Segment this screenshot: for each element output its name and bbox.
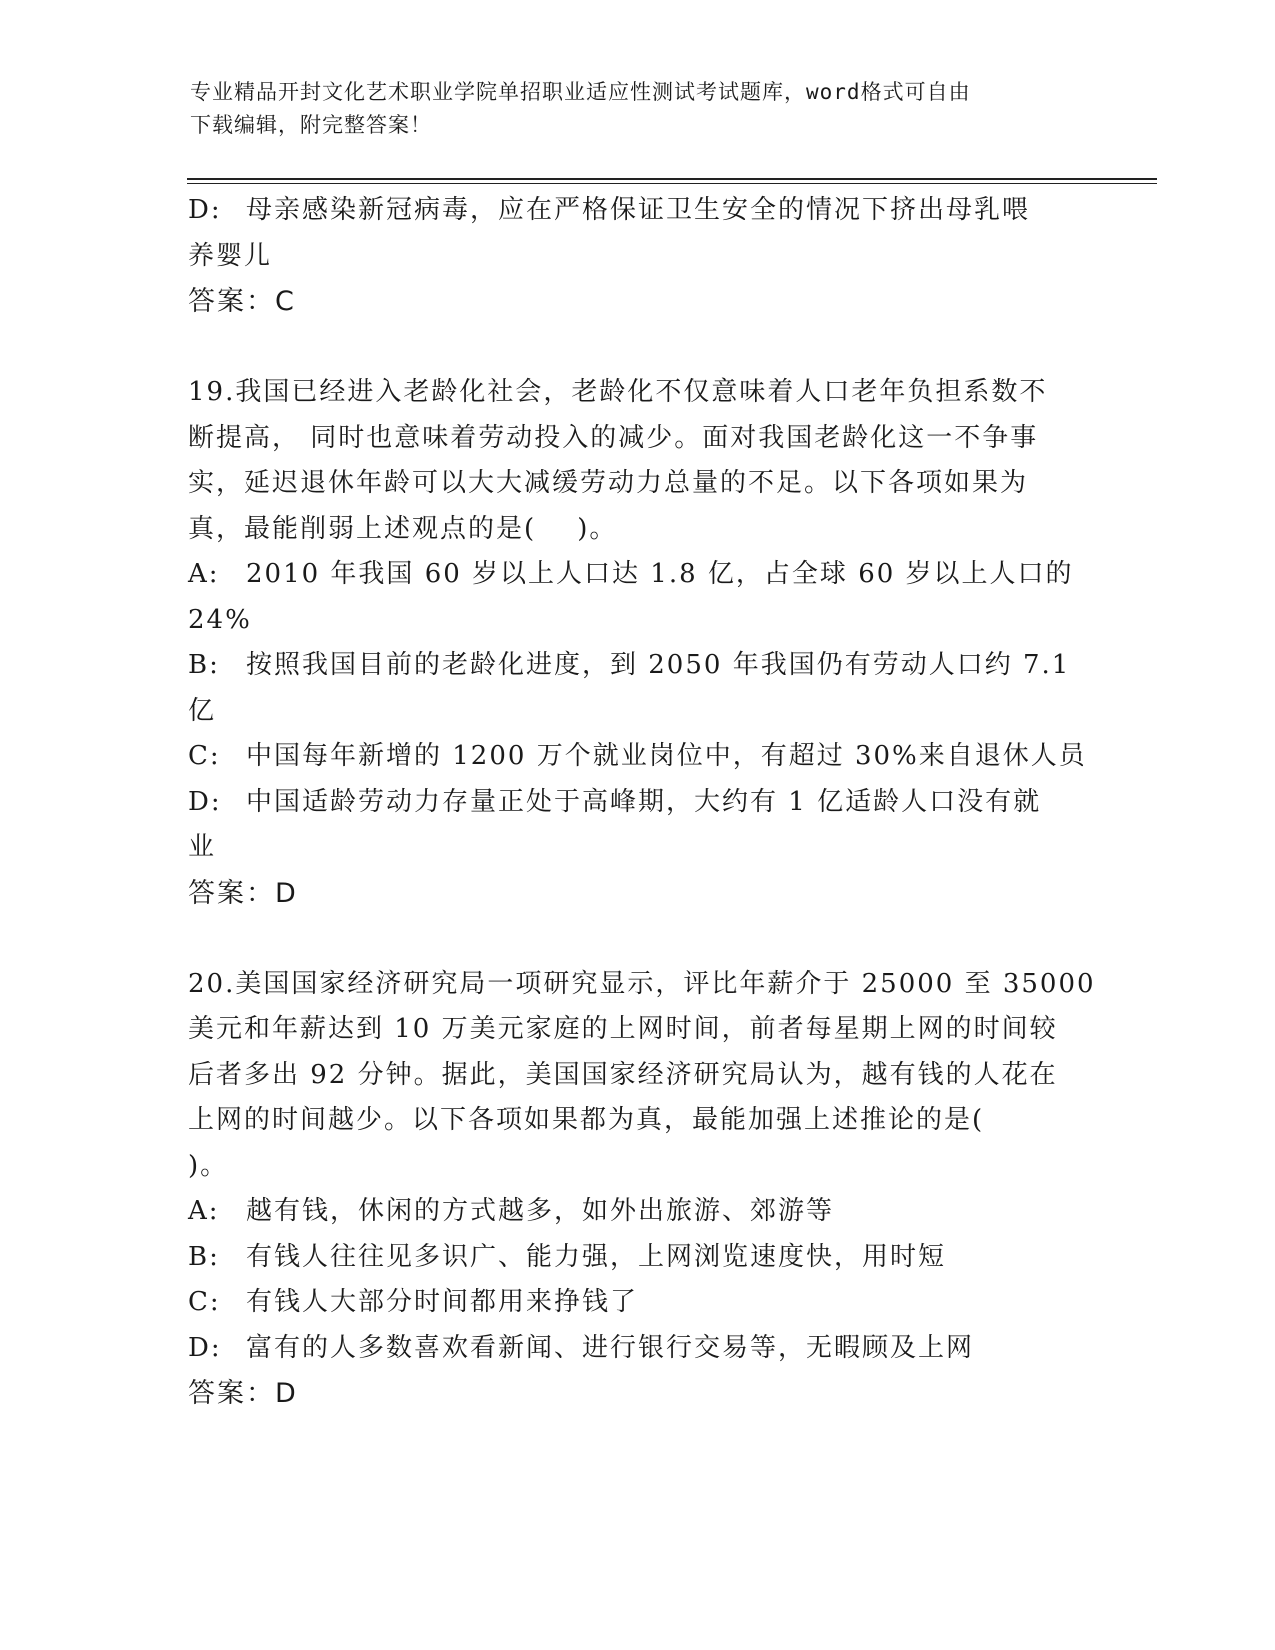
spacer: [188, 916, 1088, 962]
option-text: 有钱人往往见多识广、能力强，上网浏览速度快，用时短: [246, 1241, 947, 1272]
option-tag: B:: [188, 1241, 220, 1272]
option-text: 母亲感染新冠病毒，应在严格保证卫生安全的情况下挤出母乳喂: [246, 195, 1031, 225]
header-line-1: 专业精品开封文化艺术职业学院单招职业适应性测试考试题库，word格式可自由: [190, 80, 971, 104]
question-text-line: )。: [188, 1150, 229, 1181]
question-text-line: 19.我国已经进入老龄化社会，老龄化不仅意味着人口老年负担系数不: [188, 377, 1048, 407]
option-a: [188, 552, 1088, 598]
question-text-line: 实，延迟退休年龄可以大大减缓劳动力总量的不足。以下各项如果为: [188, 468, 1029, 498]
header-divider-thick: [187, 178, 1157, 180]
option-d: [188, 780, 1088, 826]
question-text-line: 上网的时间越少。以下各项如果都为真，最能加强上述推论的是(: [188, 1105, 985, 1135]
option-d: [188, 1326, 1088, 1372]
option-text: 2010 年我国 60 岁以上人口达 1.8 亿，占全球 60 岁以上人口的: [246, 559, 1074, 589]
option-text-continued: 亿: [188, 695, 217, 726]
question-19: [188, 370, 1088, 916]
option-b: [188, 643, 1088, 689]
option-tag: D:: [188, 786, 222, 817]
question-text-line: 真，最能削弱上述观点的是( )。: [188, 513, 618, 544]
option-text: 中国每年新增的 1200 万个就业岗位中，有超过 30%来自退休人员: [246, 741, 1087, 771]
option-tag: A:: [188, 1196, 220, 1226]
option-text: 有钱人大部分时间都用来挣钱了: [246, 1287, 639, 1317]
option-text: 富有的人多数喜欢看新闻、进行银行交易等，无暇顾及上网: [246, 1332, 975, 1363]
option-a: [188, 1189, 1088, 1235]
prev-question-tail: [188, 188, 1088, 325]
option-d: [188, 188, 1088, 234]
question-text-line: 后者多出 92 分钟。据此，美国国家经济研究局认为，越有钱的人花在: [188, 1059, 1058, 1090]
page-header: [190, 76, 1070, 142]
question-text-line: 断提高， 同时也意味着劳动投入的减少。面对我国老龄化这一不争事: [188, 422, 1039, 453]
answer-line: 答案：D: [188, 1378, 298, 1409]
option-c: [188, 734, 1088, 780]
option-tag: C:: [188, 1287, 221, 1317]
answer-line: 答案：C: [188, 286, 296, 317]
question-text-line: 美元和年薪达到 10 万美元家庭的上网时间，前者每星期上网的时间较: [188, 1014, 1058, 1044]
answer-line: 答案：D: [188, 877, 298, 909]
document-body: [188, 188, 1096, 1417]
option-tag: D:: [188, 1332, 222, 1363]
question-20: [188, 962, 1096, 1417]
option-text-continued: 24%: [188, 604, 252, 635]
question-text-line: 20.美国国家经济研究局一项研究显示，评比年薪介于 25000 至 35000: [188, 968, 1096, 999]
option-tag: A:: [188, 559, 220, 589]
option-tag: B:: [188, 650, 220, 680]
option-text: 越有钱，休闲的方式越多，如外出旅游、郊游等: [246, 1196, 835, 1226]
option-text-continued: 业: [188, 832, 217, 862]
option-c: [188, 1280, 1088, 1326]
option-text: 中国适龄劳动力存量正处于高峰期，大约有 1 亿适龄人口没有就: [246, 786, 1042, 817]
option-tag: D:: [188, 195, 222, 225]
option-text-continued: 养婴儿: [188, 240, 273, 271]
option-text: 按照我国目前的老龄化进度，到 2050 年我国仍有劳动人口约 7.1: [246, 650, 1071, 680]
option-tag: C:: [188, 741, 221, 771]
spacer: [188, 325, 1088, 371]
option-b: [188, 1235, 1088, 1281]
header-divider-thin: [187, 183, 1157, 184]
header-line-2: 下载编辑，附完整答案！: [190, 113, 432, 137]
